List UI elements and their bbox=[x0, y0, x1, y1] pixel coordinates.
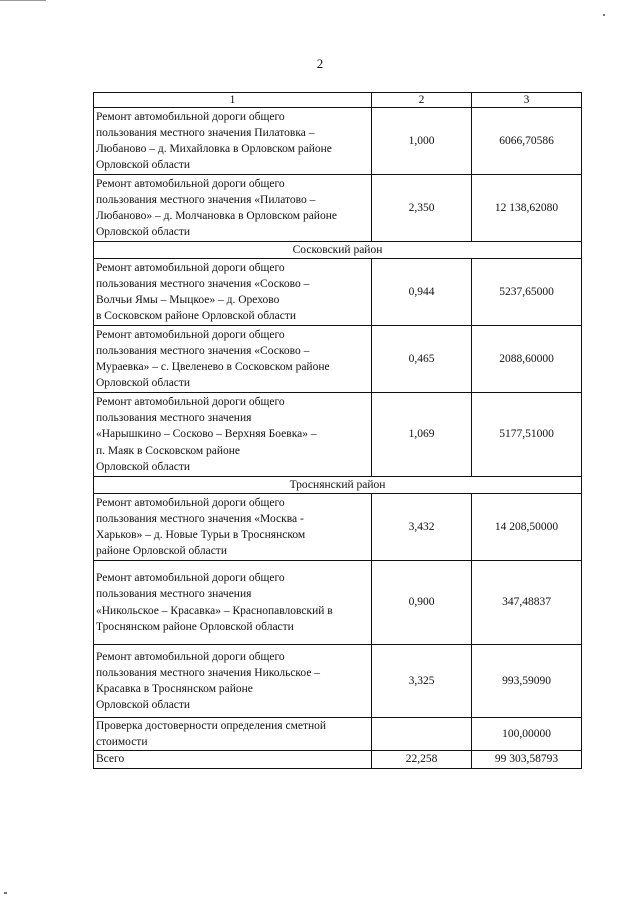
description-line: Харьков» – д. Новые Турьи в Троснянском bbox=[96, 529, 306, 541]
section-row bbox=[94, 242, 582, 259]
length-km-cell: 1,069 bbox=[372, 393, 472, 477]
description-line: пользования местного значения Никольское – bbox=[96, 666, 321, 679]
description-line: «Нарышкино – Сосково – Верхняя Боевка» – bbox=[96, 428, 317, 441]
scan-speck bbox=[603, 14, 605, 16]
section-row bbox=[94, 477, 582, 494]
table-body bbox=[94, 93, 582, 769]
road-repair-table bbox=[93, 92, 582, 769]
description-line: «Никольское – Красавка» – Краснопавловский в bbox=[96, 604, 333, 617]
table-row bbox=[94, 751, 582, 768]
description-line: пользования местного значения «Москва - bbox=[96, 512, 304, 525]
length-km-cell: 0,900 bbox=[372, 561, 472, 645]
description-line: Волчьи Ямы – Мыцкое» – д. Орехово bbox=[96, 294, 280, 306]
length-km-cell: 0,944 bbox=[372, 259, 472, 326]
cost-cell: 12 138,62080 bbox=[472, 175, 582, 242]
header-cell-1: 1 bbox=[94, 93, 372, 108]
description-line: Троснянском районе Орловской области bbox=[96, 620, 294, 633]
section-title: Сосковский район bbox=[94, 242, 582, 259]
table-row bbox=[94, 108, 582, 175]
description-line: Орловской области bbox=[96, 159, 191, 172]
road-description-cell bbox=[94, 108, 372, 175]
description-line: пользования местного значения «Сосково – bbox=[96, 277, 310, 290]
scan-speck bbox=[4, 892, 7, 894]
road-description-cell bbox=[94, 393, 372, 477]
description-line: районе Орловской области bbox=[96, 545, 227, 558]
scan-edge-mark bbox=[0, 0, 46, 1]
description-line: Орловской области bbox=[96, 460, 191, 473]
description-line: Ремонт автомобильной дороги общего bbox=[96, 261, 285, 274]
road-description-cell bbox=[94, 561, 372, 645]
road-description-cell bbox=[94, 259, 372, 326]
road-description-cell bbox=[94, 494, 372, 561]
length-km-cell: 22,258 bbox=[372, 751, 472, 768]
road-description-cell bbox=[94, 326, 372, 393]
description-line: Ремонт автомобильной дороги общего bbox=[96, 650, 285, 663]
table-row bbox=[94, 645, 582, 718]
description-line: Проверка достоверности определения сметной bbox=[96, 720, 327, 732]
header-cell-2: 2 bbox=[372, 93, 472, 108]
length-km-cell: 3,325 bbox=[372, 645, 472, 718]
page-number: 2 bbox=[316, 56, 324, 71]
table-row bbox=[94, 259, 582, 326]
description-line: Любаново» – д. Молчановка в Орловском районе bbox=[96, 210, 337, 222]
description-line: пользования местного значения bbox=[96, 412, 252, 425]
cost-cell: 993,59090 bbox=[472, 645, 582, 718]
description-line: пользования местного значения «Пилатово – bbox=[96, 193, 316, 206]
length-km-cell bbox=[372, 718, 472, 751]
cost-cell: 347,48837 bbox=[472, 561, 582, 645]
length-km-cell: 0,465 bbox=[372, 326, 472, 393]
description-line: Орловской области bbox=[96, 226, 191, 239]
description-line: стоимости bbox=[96, 736, 148, 749]
description-line: Орловской области bbox=[96, 699, 191, 712]
table-row bbox=[94, 718, 582, 751]
cost-cell: 2088,60000 bbox=[472, 326, 582, 393]
table-row bbox=[94, 326, 582, 393]
table-row bbox=[94, 393, 582, 477]
cost-cell: 5177,51000 bbox=[472, 393, 582, 477]
table-row bbox=[94, 494, 582, 561]
length-km-cell: 3,432 bbox=[372, 494, 472, 561]
description-line: пользования местного значения bbox=[96, 588, 252, 601]
cost-cell: 100,00000 bbox=[472, 718, 582, 751]
description-line: Красавка в Троснянском районе bbox=[96, 683, 253, 695]
description-line: Ремонт автомобильной дороги общего bbox=[96, 328, 285, 341]
header-row bbox=[94, 93, 582, 108]
description-line: Любаново – д. Михайловка в Орловском районе bbox=[96, 143, 332, 155]
length-km-cell: 1,000 bbox=[372, 108, 472, 175]
road-description-cell bbox=[94, 718, 372, 751]
description-line: Всего bbox=[96, 753, 125, 766]
table-row bbox=[94, 175, 582, 242]
description-line: Ремонт автомобильной дороги общего bbox=[96, 496, 285, 509]
cost-cell: 5237,65000 bbox=[472, 259, 582, 326]
description-line: Ремонт автомобильной дороги общего bbox=[96, 395, 285, 408]
description-line: пользования местного значения «Сосково – bbox=[96, 344, 310, 357]
section-title: Троснянский район bbox=[94, 477, 582, 494]
cost-cell: 14 208,50000 bbox=[472, 494, 582, 561]
description-line: п. Маяк в Сосковском районе bbox=[96, 444, 241, 457]
length-km-cell: 2,350 bbox=[372, 175, 472, 242]
description-line: Ремонт автомобильной дороги общего bbox=[96, 177, 285, 190]
description-line: Мураевка» – с. Цвеленево в Сосковском районе bbox=[96, 361, 330, 373]
description-line: Орловской области bbox=[96, 377, 191, 390]
description-line: Ремонт автомобильной дороги общего bbox=[96, 572, 285, 585]
cost-cell: 99 303,58793 bbox=[472, 751, 582, 768]
road-description-cell bbox=[94, 751, 372, 768]
road-description-cell bbox=[94, 175, 372, 242]
cost-cell: 6066,70586 bbox=[472, 108, 582, 175]
road-description-cell bbox=[94, 645, 372, 718]
description-line: в Сосковском районе Орловской области bbox=[96, 310, 296, 323]
header-cell-3: 3 bbox=[472, 93, 582, 108]
description-line: Ремонт автомобильной дороги общего bbox=[96, 110, 285, 123]
table-row bbox=[94, 561, 582, 645]
description-line: пользования местного значения Пилатовка – bbox=[96, 126, 315, 139]
